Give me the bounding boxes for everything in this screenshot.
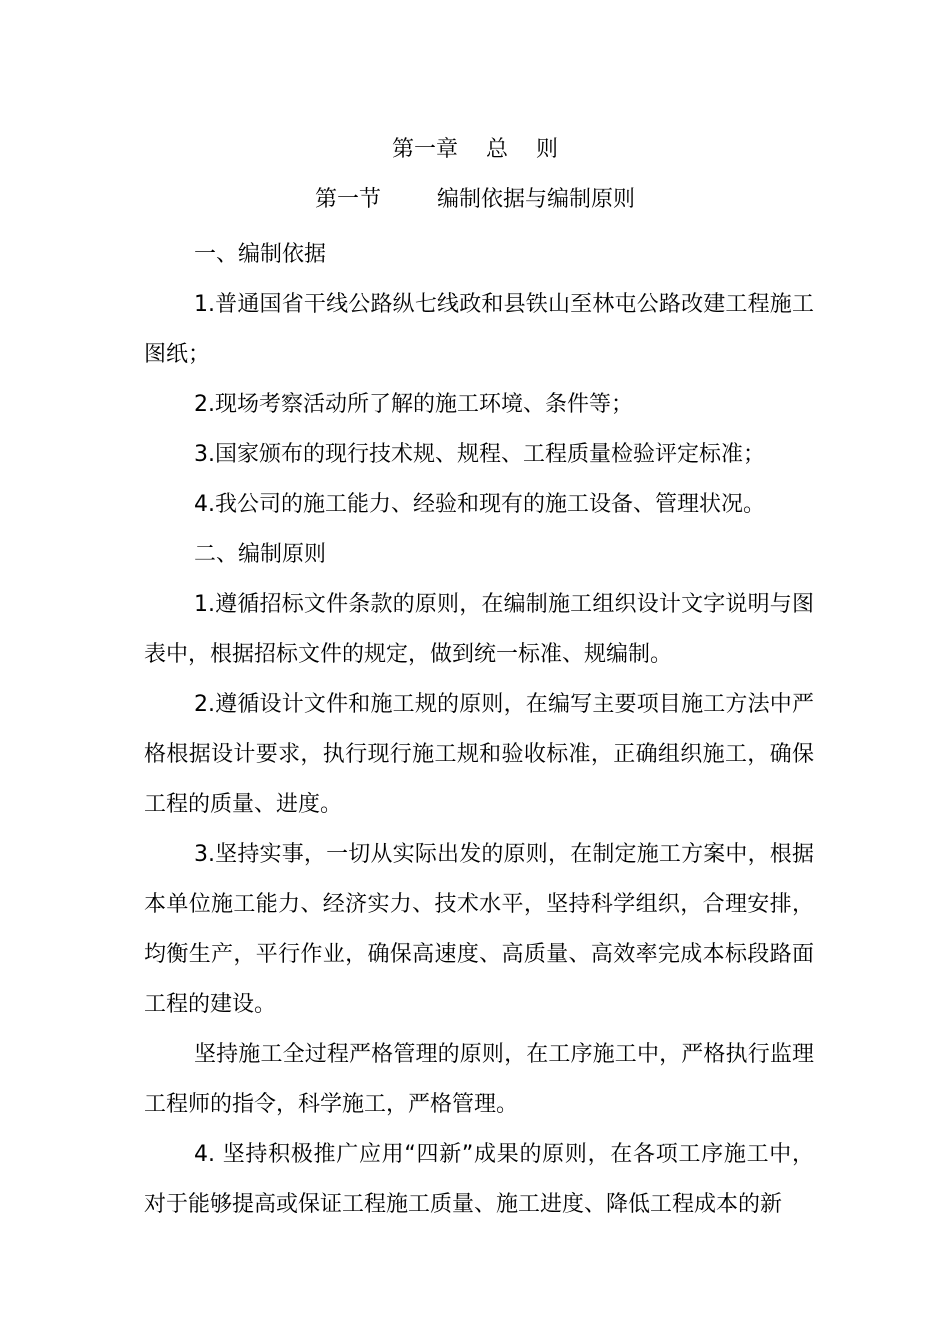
paragraph: 4. 坚持积极推广应用“四新”成果的原则，在各项工序施工中，对于能够提高或保证工程施工质量、施工进度、降低工程成本的新: [144, 1142, 814, 1217]
paragraph: 4.我公司的施工能力、经验和现有的施工设备、管理状况。: [194, 492, 765, 517]
document-body: [144, 230, 814, 1230]
chapter-title: 第一章 总 则: [392, 137, 558, 162]
paragraph: 2.现场考察活动所了解的施工环境、条件等；: [194, 392, 633, 417]
heading-principles: 二、编制原则: [194, 542, 327, 567]
paragraph: 3.国家颁布的现行技术规、规程、工程质量检验评定标准；: [194, 442, 765, 467]
paragraph: 坚持施工全过程严格管理的原则，在工序施工中，严格执行监理工程师的指令，科学施工，严格管理。: [144, 1042, 814, 1117]
paragraph: 1.遵循招标文件条款的原则，在编制施工组织设计文字说明与图表中，根据招标文件的规定，做到统一标准、规编制。: [144, 592, 814, 667]
paragraph: 1.普通国省干线公路纵七线政和县铁山至林屯公路改建工程施工图纸；: [144, 292, 814, 367]
paragraph: 3.坚持实事，一切从实际出发的原则，在制定施工方案中，根据本单位施工能力、经济实力、技术水平，坚持科学组织，合理安排，均衡生产，平行作业，确保高速度、高质量、高效率完成本标段路面工程的建设。: [144, 842, 814, 1017]
section-title: 第一节 编制依据与编制原则: [315, 187, 635, 212]
heading-basis: 一、编制依据: [194, 242, 327, 267]
paragraph: 2.遵循设计文件和施工规的原则，在编写主要项目施工方法中严格根据设计要求，执行现行施工规和验收标准，正确组织施工，确保工程的质量、进度。: [144, 692, 814, 817]
